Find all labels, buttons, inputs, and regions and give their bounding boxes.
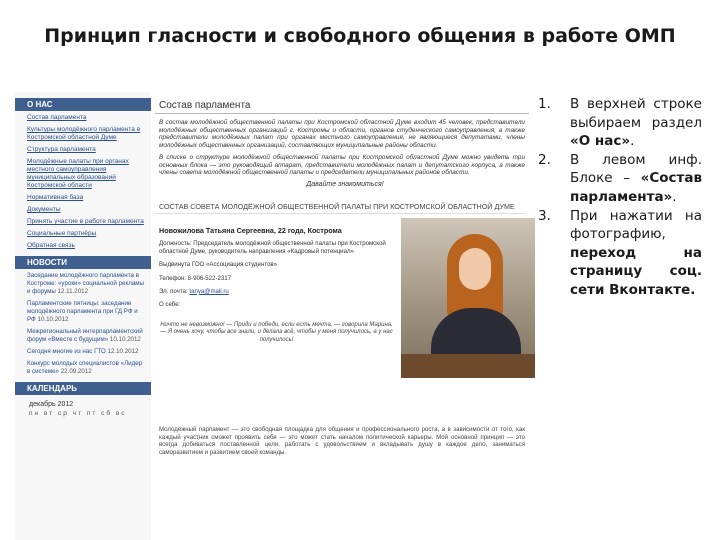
step-item bbox=[538, 95, 702, 151]
sidebar-item-structure[interactable]: Структура парламента bbox=[27, 146, 96, 153]
news-item-text[interactable]: Заседание молодёжного парламента в Костроме: «уроки» социальной рекламы и форумы bbox=[27, 272, 144, 295]
council-heading: СОСТАВ СОВЕТА МОЛОДЁЖНОЙ ОБЩЕСТВЕННОЙ ПАЛАТЫ ПРИ КОСТРОМСКОЙ ОБЛАСТНОЙ ДУМЕ bbox=[155, 202, 525, 214]
person-name: Новожилова Татьяна Сергеевна, 22 года, Кострома bbox=[159, 225, 342, 235]
calendar bbox=[15, 395, 151, 417]
intro-paragraph: В списке о структуре молодёжной общественной палаты при Костромской областной Думе можно увидеть три основных блока — это руководящий аппарат, представители молодёжных палат и депутатского корпуса, а также члены совета молодёжной общественной палаты и председатели муниципальных районов области. bbox=[159, 153, 525, 177]
about-menu bbox=[15, 111, 151, 250]
sidebar bbox=[15, 92, 151, 540]
sidebar-item-regulations[interactable]: Нормативная база bbox=[27, 194, 84, 201]
news-item-text[interactable]: Парламентские пятницы: заседание молодёжного парламента при ГД РФ и РФ bbox=[27, 300, 138, 323]
sidebar-item[interactable]: Культуры молодёжного парламента в Костромской областной Думе bbox=[27, 126, 141, 141]
step-bold: «О нас» bbox=[570, 133, 631, 150]
news-item-text[interactable]: Межрегиональный интерпарламентский форум «Вместе с будущим» bbox=[27, 328, 143, 343]
news-item[interactable] bbox=[27, 272, 151, 296]
sidebar-item-partners[interactable]: Социальные партнёры bbox=[27, 230, 97, 237]
sidebar-item-participate[interactable]: Принять участие в работе парламента bbox=[27, 218, 144, 225]
page-title: Состав парламента bbox=[155, 92, 529, 114]
person-email-row bbox=[159, 288, 394, 296]
news-item-date: 12.11.2012 bbox=[57, 288, 89, 295]
step-bold: переход на страницу соц. сети Вконтакте. bbox=[570, 244, 702, 298]
person-quote: Ничто не невозможно! — Приди и победи, если есть мечта, — говорила Марина. — Я очень хочу, чтобы все знали, и делала всё, чтобы у меня получилось, а у нас получилось! bbox=[160, 321, 393, 343]
news-item-date: 10.10.2012 bbox=[109, 336, 141, 343]
sidebar-item[interactable]: Молодёжные палаты при органах местного самоуправления муниципальных образований Костромской области bbox=[27, 158, 129, 189]
calendar-weekdays: пн вт ср чт пт сб вс bbox=[29, 410, 127, 417]
step-text: В верхней строке выбираем раздел bbox=[570, 96, 702, 131]
welcome-text: Давайте знакомиться! bbox=[306, 180, 384, 188]
person-photo[interactable] bbox=[401, 218, 535, 378]
news-item-date: 22.09.2012 bbox=[60, 368, 92, 375]
sidebar-item-feedback[interactable]: Обратная связь bbox=[27, 242, 75, 249]
person-info bbox=[159, 240, 394, 314]
news-item[interactable] bbox=[27, 348, 151, 356]
news-item-text[interactable]: Сегодня многие из нас ГТО bbox=[27, 348, 106, 355]
bottom-paragraph: Молодёжный парламент — это свободная площадка для общения и профессионального роста, а в зависимости от того, как каждый участник сможет проявить себя — это может стать началом политической карьеры. Мой основной принцип — это всегда добиваться поставленной цели, работать с удовольствием и вкладывать душу в каждое дело, заниматься саморазвитием и развитием своей команды. bbox=[159, 425, 525, 457]
sidebar-item-documents[interactable]: Документы bbox=[27, 206, 61, 213]
step-number: 3. bbox=[538, 207, 551, 224]
intro-paragraph: В состав молодёжной общественной палаты при Костромской областной Думе входит 45 человек, представители молодёжных общественных организаций г. Костромы и области, органов студенческого самоуправления, а также представители молодёжных палат при органах местного самоуправления, не являющиеся депутатами, члены молодёжных общественных организаций, составляющих муниципальные районы области. bbox=[159, 119, 525, 150]
person-about-label: О себе: bbox=[159, 300, 181, 308]
step-item bbox=[538, 207, 702, 300]
person-org: Выдвинута ГОО «Ассоциация студентов» bbox=[159, 261, 277, 269]
news-item-date: 10.10.2012 bbox=[37, 316, 69, 323]
sidebar-header-calendar: КАЛЕНДАРЬ bbox=[15, 382, 151, 395]
news-item-text[interactable]: Конкурс молодых специалистов «Лидер в системе» bbox=[27, 360, 143, 375]
step-number: 1. bbox=[538, 96, 551, 112]
instruction-steps bbox=[538, 95, 702, 300]
step-text: В левом инф. Блоке – bbox=[570, 151, 702, 187]
step-number: 2. bbox=[538, 151, 551, 168]
sidebar-header-about[interactable]: О НАС bbox=[15, 98, 151, 111]
step-item bbox=[538, 151, 702, 207]
news-item[interactable] bbox=[27, 300, 151, 324]
slide-title: Принцип гласности и свободного общения в работе ОМП bbox=[44, 25, 676, 47]
person-email-link[interactable]: tanya@mail.ru bbox=[189, 287, 229, 295]
calendar-month[interactable]: декабрь 2012 bbox=[29, 401, 74, 408]
person-card bbox=[155, 226, 535, 426]
person-position: Должность: Председатель молодёжной общественной палаты при Костромской областной Думе, руководитель направления «Кадровый потенциал» bbox=[159, 239, 386, 256]
sidebar-header-news[interactable]: НОВОСТИ bbox=[15, 256, 151, 269]
step-text-after: . bbox=[672, 188, 677, 205]
website-screenshot bbox=[15, 92, 535, 540]
photo-face bbox=[459, 248, 491, 290]
news-item-date: 12.10.2012 bbox=[107, 348, 139, 355]
news-list bbox=[15, 269, 151, 376]
news-item[interactable] bbox=[27, 360, 151, 376]
person-phone: Телефон: 8-906-522-2317 bbox=[159, 274, 232, 282]
step-text: При нажатии на фотографию, bbox=[570, 207, 702, 243]
sidebar-item-parliament-composition[interactable]: Состав парламента bbox=[27, 114, 87, 121]
news-item[interactable] bbox=[27, 328, 151, 344]
person-email-label: Эл. почта: bbox=[159, 287, 188, 295]
photo-desk bbox=[401, 354, 535, 378]
step-bold: «Состав парламента» bbox=[570, 170, 702, 205]
step-text-after: . bbox=[630, 133, 635, 150]
main-content bbox=[155, 92, 535, 457]
